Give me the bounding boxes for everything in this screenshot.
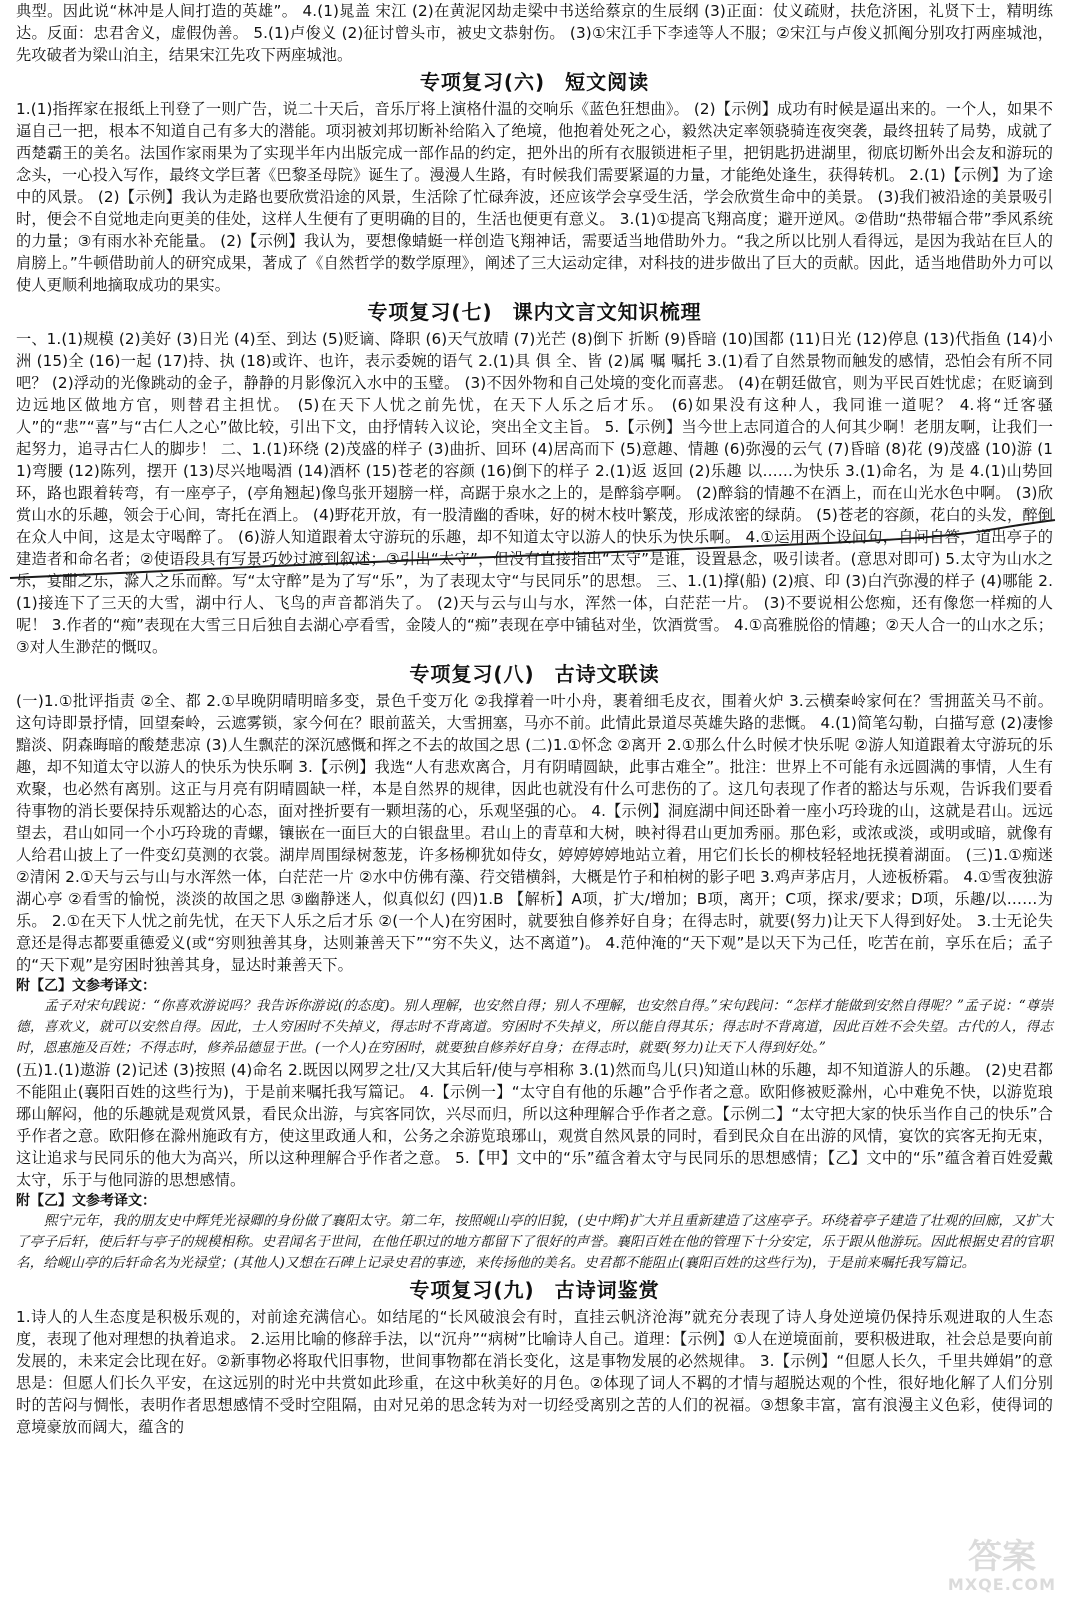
section-number: 专项复习(九)	[409, 1278, 535, 1302]
section-paragraph: (一)1.①批评指责 ②全、都 2.①早晚阴晴明暗多变，景色千变万化 ②我撑着一叶小舟，裹着细毛皮衣，围着火炉 3.云横秦岭家何在？雪拥蓝关马不前。 这句诗即景抒情，回望秦岭，云遮雾锁，家今何在？眼前蓝关，大雪拥塞，马亦不前。此情此景道尽英雄失路的悲慨。 4.(1)简笔勾勒，白描写意 (2)凄惨黯淡、阴森晦暗的酸楚悲凉 (3)人生飘茫的深沉感慨和挥之不去的故国之思 (二)1.①怀念 ②离开 2.①那么什么时候才快乐呢 ②游人知道跟着太守游玩的乐趣，却不知道太守以游人的快乐为快乐啊 3.【示例】我选“人有悲欢离合，月有阴晴圆缺，此事古难全”。批注：世界上不可能有永远圆满的事情，人生有欢聚，也必然有离别。这正与月亮有阴晴圆缺一样，本是自然界的规律，因此也就没有什么可悲伤的了。这几句表现了作者的豁达与乐观，告诉我们要看待事物的消长要保持乐观豁达的心态，面对挫折要有一颗坦荡的心，乐观坚强的心。 4.【示例】洞庭湖中间还卧着一座小巧玲珑的山，这就是君山。远远望去，君山如同一个小巧玲珑的青螺，镶嵌在一面巨大的白银盘里。君山上的青草和大树，映衬得君山更加秀丽。那色彩，或浓或淡，或明或暗，就像有人给君山披上了一件变幻莫测的衣裳。湖岸周围绿树葱茏，许多杨柳犹如侍女，婷婷婷婷地站立着，用它们长长的柳枝轻轻地抚摸着湖面。 (三)1.①痴迷 ②清闲 2.①天与云与山与水浑然一体，白茫茫一片 ②水中仿佛有藻、荇交错横斜，大概是竹子和柏树的影子吧 3.鸡声茅店月，人迹板桥霜。 4.①雪夜独游湖心亭 ②看雪的愉悦，淡淡的故国之思 ③幽静迷人，似真似幻 (四)1.B 【解析】A项，扩大/增加；B项，离开；C项，探求/要求；D项，乐趣/以……为乐。 2.①在天下人忧之前先忧，在天下人乐之后才乐 ②(一个人)在穷困时，就要独自修养好自身；在得志时，就要(努力)让天下人得到好处。 3.士无论失意还是得志都要重德爱义(或“穷则独善其身，达则兼善天下”“穷不失义，达不离道”)。 4.范仲淹的“天下观”是以天下为己任，吃苦在前，享乐在后；孟子的“天下观”是穷困时独善其身，显达时兼善天下。	[16, 692, 1053, 974]
section-topic: 古诗词鉴赏	[554, 1278, 660, 1302]
section-paragraph: 1.诗人的人生态度是积极乐观的，对前途充满信心。如结尾的“长风破浪会有时，直挂云帆济沧海”就充分表现了诗人身处逆境仍保持乐观进取的人生态度，表现了他对理想的执着追求。 2.运用比喻的修辞手法，以“沉舟”“病树”比喻诗人自己。道理：【示例】①人在逆境面前，要积极进取，社会总是要向前发展的，未来定会比现在好。②新事物必将取代旧事物，世间事物都在消长变化，这是事物发展的必然规律。 3.【示例】“但愿人长久，千里共婵娟”的意思是：但愿人们长久平安，在这远别的时光中共赏如此珍重，在这中秋美好的月色。②体现了词人不羁的才情与超脱达观的个性，很好地化解了人们分别时的苦闷与惆怅，表明作者思想感情不受时空阻隔，由对兄弟的思念转为对一切经受离别之苦的人们的祝福。③想象丰富，富有浪漫主义色彩，使得词的意境豪放而阔大，蕴含的	[16, 1308, 1053, 1436]
appendix-label: 附【乙】文参考译文：	[16, 1193, 156, 1209]
section-8	[16, 660, 1053, 1274]
section-topic: 课内文言文知识梳理	[512, 300, 702, 324]
watermark-logo	[943, 1532, 1061, 1596]
section-paragraph: 1.(1)指挥家在报纸上刊登了一则广告，说二十天后，音乐厅将上演格什温的交响乐《蓝色狂想曲》。 (2)【示例】成功有时候是逼出来的。一个人，如果不逼自己一把，根本不知道自己有多大的潜能。项羽被刘邦切断补给陷入了绝境，他抱着处死之心，毅然决定率领骁骑连夜突袭，最终扭转了局势，成就了西楚霸王的美名。法国作家雨果为了实现半年内出版完成一部作品的约定，把外出的所有衣服锁进柜子里，把钥匙扔进湖里，彻底切断外出会友和游玩的念头，一心投入写作，最终文学巨著《巴黎圣母院》诞生了。漫漫人生路，有时候我们需要紧逼的力量，才能绝处逢生，获得转机。 2.(1)【示例】为了途中的风景。 (2)【示例】我认为走路也要欣赏沿途的风景，生活除了忙碌奔波，还应该学会享受生活，学会欣赏生命中的美景。 (3)我们被沿途的美景吸引时，便会不自觉地走向更美的佳处，这样人生便有了更明确的目的，生活也便更有意义。 3.(1)①提高飞翔高度；避开逆风。②借助“热带辐合带”季风系统的力量；③有雨水补充能量。 (2)【示例】我认为，要想像蜻蜓一样创造飞翔神话，需要适当地借助外力。“我之所以比别人看得远，是因为我站在巨人的肩膀上。”牛顿借助前人的研究成果，著成了《自然哲学的数学原理》，阐述了三大运动定律，对科技的进步做出了巨大的贡献。因此，适当地借助外力可以使人更顺利地摘取成功的果实。	[16, 100, 1053, 294]
section-topic: 短文阅读	[565, 70, 650, 94]
section-6	[16, 68, 1053, 296]
section-topic: 古诗文联读	[554, 662, 660, 686]
watermark-mark: 答案	[968, 1537, 1036, 1577]
section-number: 专项复习(七)	[367, 300, 493, 324]
intro-paragraph: 典型。因此说“林冲是人间打造的英雄”。 4.(1)晁盖 宋江 (2)在黄泥冈劫走梁中书送给蔡京的生辰纲 (3)正面：仗义疏财，扶危济困，礼贤下士，精明练达。反面：忠君舍义，虚假伪善。 5.(1)卢俊义 (2)征讨曾头市，被史文恭射伤。 (3)①宋江手下李逵等人不服；②宋江与卢俊义抓阄分别攻打两座城池，先攻破者为梁山泊主，结果宋江先攻下两座城池。	[16, 2, 1053, 64]
appendix-translation: 孟子对宋句践说：“你喜欢游说吗？我告诉你游说(的态度)。别人理解，也安然自得；别人不理解，也安然自得。”宋句践问：“怎样才能做到安然自得呢？”孟子说：“尊崇德，喜欢义，就可以安然自得。因此，士人穷困时不失掉义，得志时不背离道。穷困时不失掉义，所以能自得其乐；得志时不背离道，因此百姓不会失望。古代的人，得志时，恩惠施及百姓；不得志时，修养品德显于世。(一个人)在穷困时，就要独自修养好自身；在得志时，就要(努力)让天下人得到好处。”	[16, 998, 1053, 1056]
section-title	[16, 68, 1053, 96]
section-title	[16, 298, 1053, 326]
section-9	[16, 1276, 1053, 1438]
section-paragraph: (五)1.(1)遨游 (2)记述 (3)按照 (4)命名 2.既因以网罗之壮/又大其后轩/使与亭相称 3.(1)然而鸟儿(只)知道山林的乐趣，却不知道游人的乐趣。 (2)史君都不能阻止(襄阳百姓的这些行为)，于是前来嘱托我写篇记。 4.【示例一】“太守自有他的乐趣”合乎作者之意。欧阳修被贬滁州，心中难免不快，以游览琅琊山解闷，他的乐趣就是观赏风景，看民众出游，与宾客同饮，兴尽而归，所以这种理解合乎作者之意。【示例二】“太守把大家的快乐当作自己的快乐”合乎作者之意。欧阳修在滁州施政有方，使这里政通人和，公务之余游览琅琊山，观赏自然风景的同时，看到民众自在出游的风情，宴饮的宾客无拘无束，这让追求与民同乐的他大为高兴，所以这种理解合乎作者之意。 5.【甲】文中的“乐”蕴含着太守与民同乐的思想感情；【乙】文中的“乐”蕴含着百姓爱戴太守，乐于与他同游的思想感情。	[16, 1061, 1053, 1189]
section-number: 专项复习(八)	[409, 662, 535, 686]
section-7	[16, 298, 1053, 658]
section-title	[16, 660, 1053, 688]
section-title	[16, 1276, 1053, 1304]
watermark-url: MXQE.COM	[947, 1575, 1057, 1594]
section-number: 专项复习(六)	[419, 70, 546, 94]
section-paragraph: 一、1.(1)规模 (2)美好 (3)日光 (4)至、到达 (5)贬谪、降职 (6)天气放晴 (7)光芒 (8)倒下 折断 (9)昏暗 (10)国都 (11)日光 (12)停息 (13)代指鱼 (14)小洲 (15)全 (16)一起 (17)持、执 (18)或许、也许，表示委婉的语气 2.(1)具 俱 全、皆 (2)属 嘱 嘱托 3.(1)看了自然景物而触发的感情，恐怕会有所不同吧？ (2)浮动的光像跳动的金子，静静的月影像沉入水中的玉璧。 (3)不因外物和自己处境的变化而喜悲。 (4)在朝廷做官，则为平民百姓忧虑；在贬谪到边远地区做地方官，则替君主担忧。 (5)在天下人忧之前先忧，在天下人乐之后才乐。 (6)如果没有这种人，我同谁一道呢？ 4.将“迁客骚人”的“悲”“喜”与“古仁人之心”做比较，引出下文，由抒情转入议论，突出全文主旨。 5.【示例】当今世上志同道合的人何其少啊！老朋友啊，让我们一起努力，追寻古仁人的脚步！ 二、1.(1)环绕 (2)茂盛的样子 (3)曲折、回环 (4)居高而下 (5)意趣、情趣 (6)弥漫的云气 (7)昏暗 (8)花 (9)茂盛 (10)游 (11)弯腰 (12)陈列，摆开 (13)尽兴地喝酒 (14)酒杯 (15)苍老的容颜 (16)倒下的样子 2.(1)返 返回 (2)乐趣 以……为快乐 3.(1)命名，为 是 4.(1)山势回环，路也跟着转弯，有一座亭子，(亭角翘起)像鸟张开翅膀一样，高踞于泉水之上的，是醉翁亭啊。 (2)醉翁的情趣不在酒上，而在山光水色中啊。 (3)欣赏山水的乐趣，领会于心间，寄托在酒上。 (4)野花开放，有一股清幽的香味，好的树木枝叶繁茂，形成浓密的绿荫。 (5)苍老的容颜，花白的头发，醉倒在众人中间，这是太守喝醉了。 (6)游人知道跟着太守游玩的乐趣，却不知道太守以游人的快乐为快乐啊。 4.①运用两个设问句，自问自答，道出亭子的建造者和命名者；②使语段具有写景巧妙过渡到叙述；③引出“太守”，但没有直接指出“太守”是谁，设置悬念，吸引读者。(意思对即可) 5.太守为山水之乐，宴酣之乐，滁人之乐而醉。写“太守醉”是为了写“乐”，为了表现太守“与民同乐”的思想。 三、1.(1)撑(船) (2)痕、印 (3)白汽弥漫的样子 (4)哪能 2.(1)接连下了三天的大雪，湖中行人、飞鸟的声音都消失了。 (2)天与云与山与水，浑然一体，白茫茫一片。 (3)不要说相公您痴，还有像您一样痴的人呢！ 3.作者的“痴”表现在大雪三日后独自去湖心亭看雪，金陵人的“痴”表现在亭中铺毡对坐，饮酒赏雪。 4.①高雅脱俗的情趣；②天人合一的山水之乐；③对人生渺茫的慨叹。	[16, 330, 1053, 656]
appendix-translation: 熙宁元年，我的朋友史中辉凭光禄卿的身份做了襄阳太守。第二年，按照岘山亭的旧貌，(史中辉)扩大并且重新建造了这座亭子。环绕着亭子建造了壮观的回廊，又扩大了亭子后轩，使后轩与亭子的规模相称。史君闻名于世间，在他任职过的地方都留下了很好的声誉。襄阳百姓在他的管理下十分安定，乐于跟从他游玩。因此根据史君的官职名，给岘山亭的后轩命名为光禄堂；(其他人)又想在石碑上记录史君的事迹，来传扬他的美名。史君都不能阻止(襄阳百姓的这些行为)，于是前来嘱托我写篇记。	[16, 1213, 1053, 1271]
appendix-label: 附【乙】文参考译文：	[16, 978, 156, 994]
